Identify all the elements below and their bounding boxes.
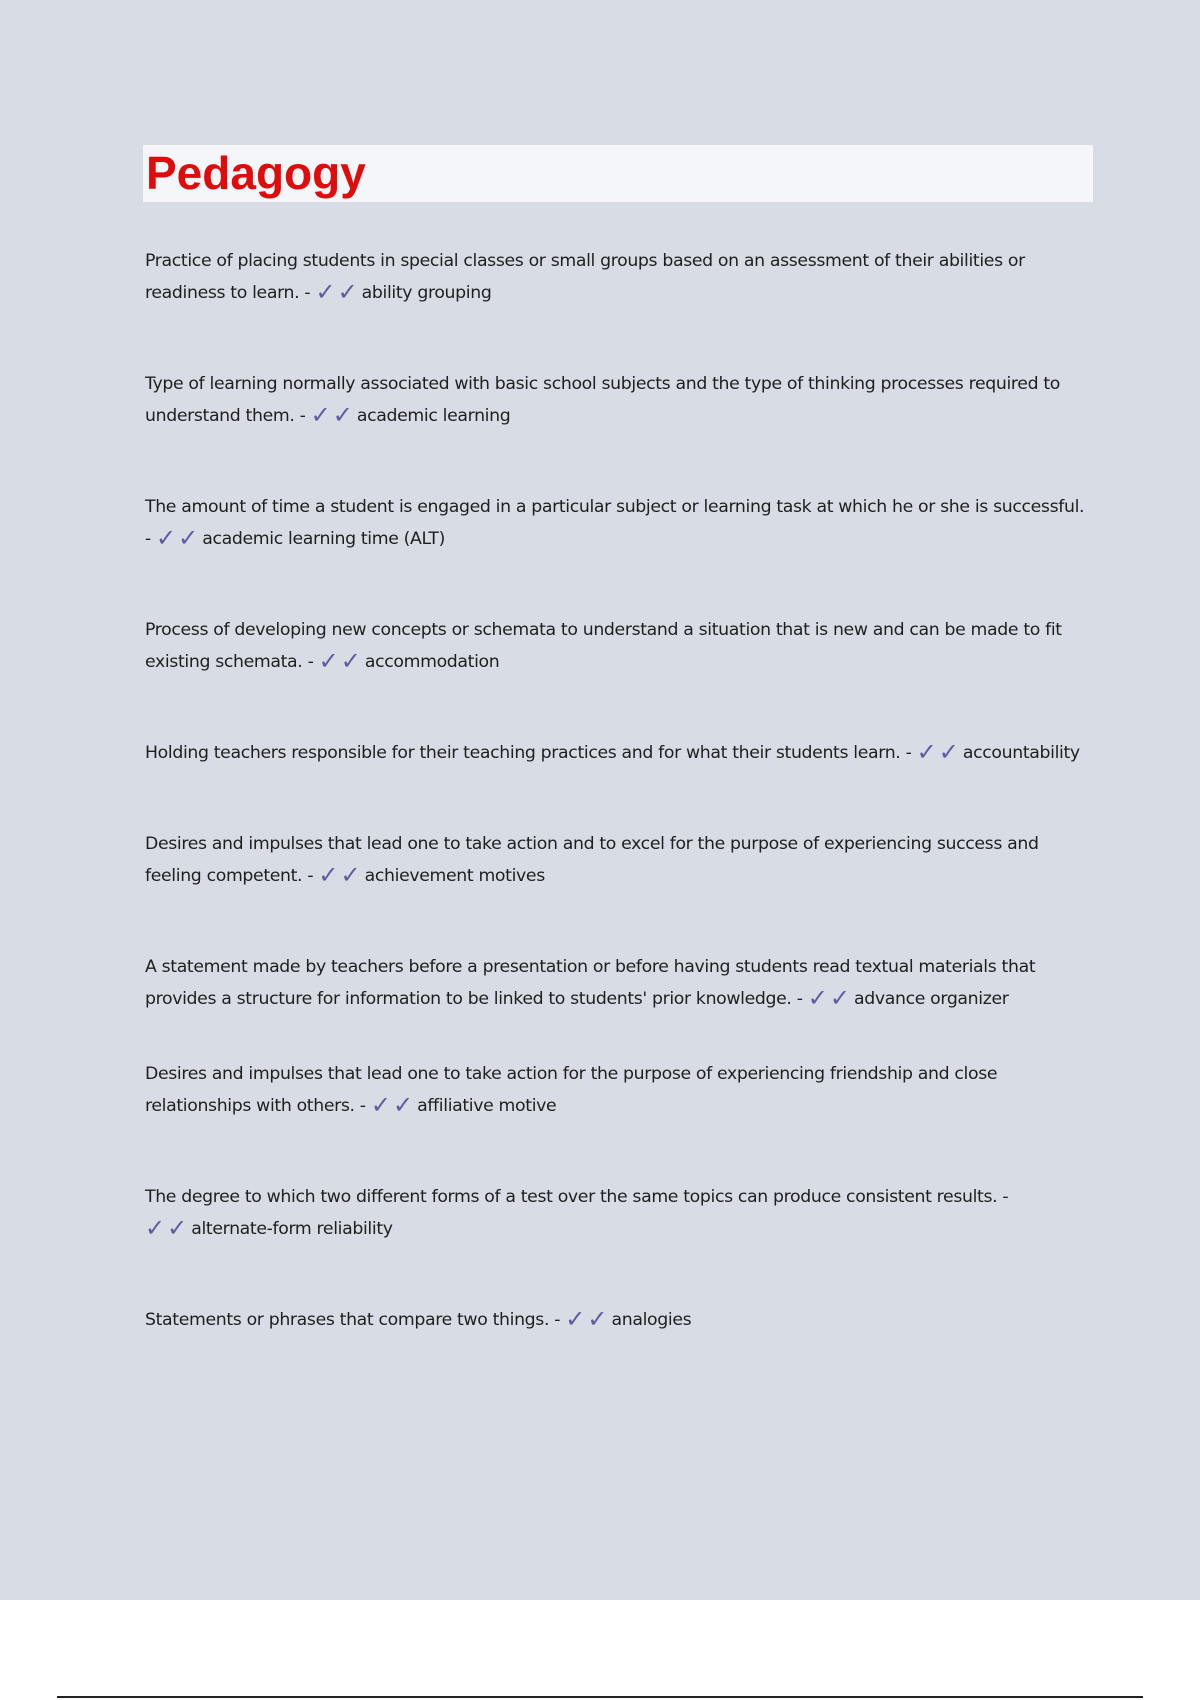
double-checkmark-icon: ✓✓ bbox=[145, 1214, 190, 1242]
entry-answer: academic learning bbox=[356, 406, 511, 426]
entry-question: Process of developing new concepts or schemata to understand a situation that is new and can be made to fit existing schemata. - bbox=[145, 620, 1062, 672]
double-checkmark-icon: ✓✓ bbox=[370, 1091, 416, 1119]
page-title: Pedagogy bbox=[146, 147, 366, 199]
entry-question: Practice of placing students in special classes or small groups based on an assessment of their abilities or readiness to learn. - bbox=[145, 251, 1025, 303]
entry-answer: analogies bbox=[611, 1310, 692, 1330]
flashcard-entry bbox=[145, 1058, 1095, 1122]
entry-question: A statement made by teachers before a presentation or before having students read textual materials that provides a structure for information to be linked to students' prior knowledge. - bbox=[145, 957, 1036, 1009]
flashcard-entry bbox=[145, 1304, 1095, 1336]
flashcard-entry bbox=[145, 737, 1095, 769]
double-checkmark-icon: ✓✓ bbox=[318, 647, 363, 675]
double-checkmark-icon: ✓✓ bbox=[310, 401, 355, 429]
entry-answer: advance organizer bbox=[853, 989, 1009, 1009]
flashcard-entry bbox=[145, 245, 1095, 309]
double-checkmark-icon: ✓✓ bbox=[807, 984, 852, 1012]
flashcard-list bbox=[145, 245, 1095, 1336]
entry-question: The degree to which two different forms of a test over the same topics can produce consistent results. - bbox=[145, 1187, 1009, 1207]
entry-answer: accommodation bbox=[364, 652, 500, 672]
flashcard-entry bbox=[145, 491, 1095, 555]
double-checkmark-icon: ✓✓ bbox=[318, 861, 363, 889]
entry-answer: alternate-form reliability bbox=[191, 1219, 393, 1239]
double-checkmark-icon: ✓✓ bbox=[315, 278, 360, 306]
entry-answer: academic learning time (ALT) bbox=[202, 529, 446, 549]
double-checkmark-icon: ✓✓ bbox=[565, 1305, 610, 1333]
entry-answer: affiliative motive bbox=[417, 1096, 557, 1116]
entry-answer: accountability bbox=[962, 743, 1080, 763]
footer-divider bbox=[57, 1696, 1143, 1698]
flashcard-entry bbox=[145, 951, 1095, 1015]
flashcard-entry bbox=[145, 1181, 1095, 1245]
double-checkmark-icon: ✓✓ bbox=[916, 738, 961, 766]
entry-question: Type of learning normally associated with basic school subjects and the type of thinking processes required to understand them. - bbox=[145, 374, 1060, 426]
entry-question: Holding teachers responsible for their teaching practices and for what their students learn. - bbox=[145, 743, 912, 763]
entry-question: The amount of time a student is engaged in a particular subject or learning task at which he or she is successful. - bbox=[145, 497, 1085, 549]
entry-answer: achievement motives bbox=[364, 866, 545, 886]
entry-answer: ability grouping bbox=[361, 283, 492, 303]
entry-question: Statements or phrases that compare two things. - bbox=[145, 1310, 561, 1330]
entry-question: Desires and impulses that lead one to take action for the purpose of experiencing friendship and close relationships with others. - bbox=[145, 1064, 998, 1116]
flashcard-entry bbox=[145, 368, 1095, 432]
flashcard-entry bbox=[145, 614, 1095, 678]
flashcard-entry bbox=[145, 828, 1095, 892]
double-checkmark-icon: ✓✓ bbox=[156, 524, 201, 552]
entry-question: Desires and impulses that lead one to take action and to excel for the purpose of experiencing success and feeling competent. - bbox=[145, 834, 1039, 886]
